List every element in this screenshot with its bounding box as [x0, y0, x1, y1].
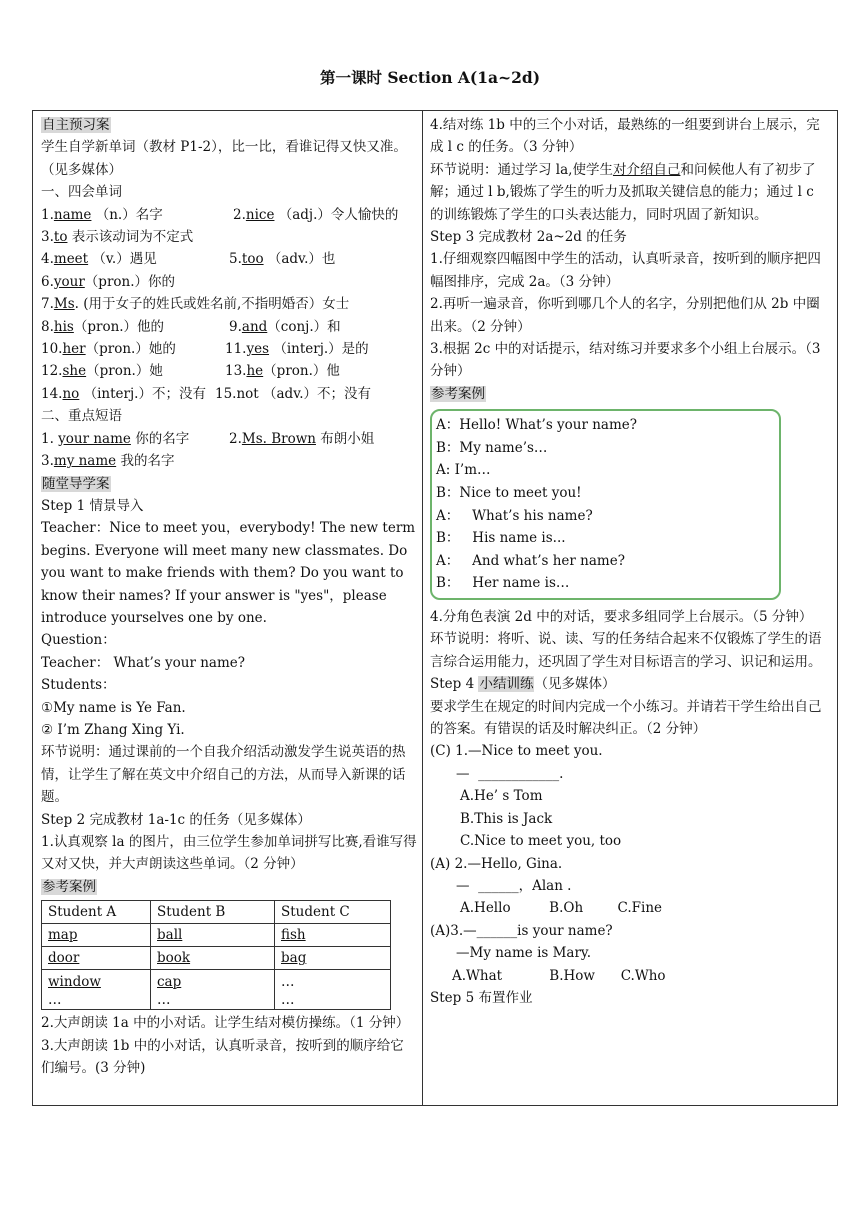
table-cell: door — [42, 947, 151, 970]
students-label: Students： — [41, 677, 116, 694]
table-cell: bag — [275, 947, 391, 970]
preview-intro: 学生自学新单词（教材 P1-2），比一比，看谁记得又快又准。（见多媒体） — [41, 139, 407, 178]
word-row: 7.Ms. (用于女子的姓氏或姓名前,不指明婚否）女士 — [41, 296, 350, 313]
page-title: 第一课时 Section A(1a~2d) — [319, 68, 541, 87]
word-row: 14.no （interj.）不；没有 15.not （adv.）不；没有 — [41, 385, 372, 402]
dialog-line: A： And what’s her name? — [436, 552, 625, 569]
dialog-line: A：Hello! What’s your name? — [436, 417, 638, 434]
quiz-blank: — ____________. — [456, 765, 564, 782]
word-row: 8.his（pron.）他的 9.and（conj.）和 — [41, 318, 341, 335]
step-heading: Step 4 小结训练（见多媒体） — [430, 676, 616, 693]
step-heading: Step 5 布置作业 — [430, 989, 533, 1006]
quiz-option: C.Nice to meet you, too — [460, 833, 622, 850]
part-heading-words: 一、四会单词 — [41, 184, 122, 201]
word-row: 12.she（pron.）她 13.he（pron.）他 — [41, 363, 340, 380]
word-row: 10.her（pron.）她的 11.yes （interj.）是的 — [41, 341, 369, 358]
reference-case-label: 参考案例 — [42, 878, 96, 895]
task-text: 4.分角色表演 2d 中的对话，要求多组同学上台展示。（5 分钟） — [430, 609, 813, 626]
quiz-answer: —My name is Mary. — [456, 945, 592, 962]
dialog-line: A： What’s his name? — [436, 507, 593, 524]
spelling-table — [41, 900, 391, 1010]
quiz-question: (C) 1.—Nice to meet you. — [430, 743, 603, 760]
word-row: 4.meet （v.）遇见 5.too （adv.）也 — [41, 251, 336, 268]
quiz-blank: — ______，Alan . — [456, 877, 572, 894]
quiz-options: A.What B.How C.Who — [452, 967, 666, 984]
reference-case-label: 参考案例 — [431, 385, 485, 402]
table-cell: cap … — [151, 970, 275, 1010]
quiz-option: A.He’ s Tom — [460, 788, 543, 805]
column-header: Student C — [275, 901, 391, 924]
step-heading: Step 3 完成教材 2a~2d 的任务 — [430, 229, 627, 246]
question-label: Question： — [41, 632, 116, 649]
task-text: 4.结对练 1b 中的三个小对话，最熟练的一组要到讲台上展示，完成 l c 的任务。（3 分钟） — [430, 117, 820, 156]
dialog-line: B：My name’s… — [436, 439, 548, 456]
task-text: 1.认真观察 la 的图片，由三位学生参加单词拼写比赛,看谁写得又对又快，并大声朗读这些单词。（2 分钟） — [41, 834, 417, 873]
table-row — [42, 924, 391, 947]
quiz-options: A.Hello B.Oh C.Fine — [460, 900, 662, 917]
dialog-line: B：Nice to meet you! — [436, 485, 582, 502]
table-header-row — [42, 901, 391, 924]
step-heading: Step 2 完成教材 1a-1c 的任务（见多媒体） — [41, 811, 311, 828]
stage-note: 环节说明：通过学习 la,使学生对介绍自己和问候他人有了初步了解；通过 l b,锻炼了学生的听力及抓取关键信息的能力；通过 l c 的训练锻炼了学生的口头表达能力，同时巩固了新知识。 — [430, 161, 816, 223]
table-row — [42, 970, 391, 1010]
table-cell: book — [151, 947, 275, 970]
dialog-box — [430, 409, 781, 600]
table-cell: … … — [275, 970, 391, 1010]
teacher-intro: Teacher：Nice to meet you，everybody! The new term begins. Everyone will meet many new classmates. Do you want to make friends with them? Do you want to know their names? If your answer is "yes"，please introduce yourselves one by one. — [41, 520, 416, 626]
teacher-question: Teacher： What’s your name? — [41, 654, 246, 671]
task-text: 1.仔细观察四幅图中学生的活动，认真听录音，按听到的顺序把四幅图排序，完成 2a。（3 分钟） — [430, 251, 821, 290]
word-row: 3.to 表示该动词为不定式 — [41, 229, 194, 246]
task-text: 2.大声朗读 1a 中的小对话。让学生结对模仿操练。（1 分钟） — [41, 1015, 410, 1032]
phrase-row: 3.my name 我的名字 — [41, 453, 175, 470]
part-heading-phrases: 二、重点短语 — [41, 408, 122, 425]
word-row: 1.name （n.）名字 2.nice （adj.）令人愉快的 — [41, 206, 399, 223]
table-cell: fish — [275, 924, 391, 947]
quiz-question: (A)3.—______is your name? — [430, 922, 613, 939]
quiz-question: (A) 2.—Hello, Gina. — [430, 855, 563, 872]
stage-note: 环节说明：将听、说、读、写的任务结合起来不仅锻炼了学生的语言综合运用能力，还巩固了学生对目标语言的学习、识记和运用。 — [430, 631, 822, 670]
section-heading-guide: 随堂导学案 — [42, 475, 110, 492]
column-header: Student A — [42, 901, 151, 924]
student-answer: ①My name is Ye Fan. — [41, 699, 186, 716]
section-heading-preview: 自主预习案 — [42, 117, 110, 133]
task-text: 3.大声朗读 1b 中的小对话，认真听录音，按听到的顺序给它们编号。(3 分钟) — [41, 1037, 404, 1077]
dialog-line: A: I’m… — [436, 462, 491, 479]
table-cell: window … — [42, 970, 151, 1010]
phrase-row: 1. your name 你的名字 2.Ms. Brown 布朗小姐 — [41, 430, 375, 447]
dialog-line: B： His name is... — [436, 530, 566, 547]
quiz-option: B.This is Jack — [460, 810, 553, 827]
student-answer: ② I’m Zhang Xing Yi. — [41, 721, 185, 738]
lesson-table — [32, 110, 838, 1106]
column-header: Student B — [151, 901, 275, 924]
task-text: 3.根据 2c 中的对话提示，结对练习并要求多个小组上台展示。（3 分钟） — [430, 341, 821, 380]
stage-note: 环节说明：通过课前的一个自我介绍活动激发学生说英语的热情，让学生了解在英文中介绍自己的方法，从而导入新课的话题。 — [41, 744, 406, 806]
task-text: 2.再听一遍录音，你听到哪几个人的名字，分别把他们从 2b 中圈出来。（2 分钟） — [430, 296, 820, 335]
table-cell: ball — [151, 924, 275, 947]
table-cell: map — [42, 924, 151, 947]
right-column — [430, 114, 828, 1009]
dialog-line: B： Her name is… — [436, 575, 570, 592]
table-row — [42, 947, 391, 970]
step-heading: Step 1 情景导入 — [41, 497, 144, 514]
word-row: 6.your（pron.）你的 — [41, 273, 176, 290]
column-divider — [422, 111, 423, 1105]
task-text: 要求学生在规定的时间内完成一个小练习。并请若干学生给出自己的答案。有错误的话及时解决纠正。（2 分钟） — [430, 698, 822, 738]
left-column — [41, 114, 417, 1079]
